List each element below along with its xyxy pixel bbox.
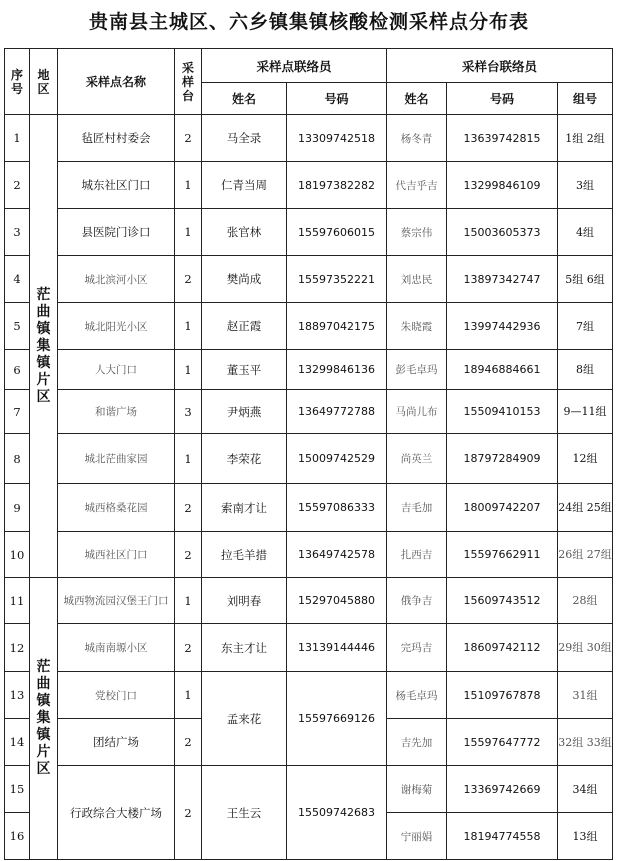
group-number: 1组 2组	[558, 115, 613, 162]
row-index: 3	[5, 209, 30, 256]
row-index: 13	[5, 672, 30, 719]
table-row	[5, 532, 613, 578]
station-contact-name: 马尚儿布	[387, 390, 447, 434]
table-row	[5, 624, 613, 672]
station-count: 2	[175, 532, 202, 578]
station-contact-name: 杨冬青	[387, 115, 447, 162]
contact-phone: 15597669126	[287, 672, 387, 766]
header-station-phone: 号码	[447, 83, 558, 115]
row-index: 7	[5, 390, 30, 434]
header-name: 姓名	[202, 83, 287, 115]
station-count: 1	[175, 162, 202, 209]
station-contact-phone: 13369742669	[447, 766, 558, 813]
header-phone: 号码	[287, 83, 387, 115]
station-contact-phone: 18609742112	[447, 624, 558, 672]
station-count: 1	[175, 209, 202, 256]
table-row	[5, 766, 613, 813]
site-name: 和谐广场	[58, 390, 175, 434]
row-index: 12	[5, 624, 30, 672]
row-index: 14	[5, 719, 30, 766]
station-contact-phone: 13997442936	[447, 303, 558, 350]
contact-phone: 15009742529	[287, 434, 387, 484]
station-count: 2	[175, 115, 202, 162]
row-index: 8	[5, 434, 30, 484]
contact-name: 刘明春	[202, 578, 287, 624]
contact-phone: 13139144446	[287, 624, 387, 672]
station-contact-phone: 18946884661	[447, 350, 558, 390]
table-row	[5, 350, 613, 390]
contact-name: 张官林	[202, 209, 287, 256]
contact-name: 尹炳燕	[202, 390, 287, 434]
group-number: 24组 25组	[558, 484, 613, 532]
station-contact-phone: 13639742815	[447, 115, 558, 162]
row-index: 16	[5, 813, 30, 860]
station-contact-phone: 15509410153	[447, 390, 558, 434]
contact-name: 赵正霞	[202, 303, 287, 350]
station-contact-name: 杨毛卓玛	[387, 672, 447, 719]
site-name: 县医院门诊口	[58, 209, 175, 256]
station-contact-name: 蔡宗伟	[387, 209, 447, 256]
site-name: 城南南塬小区	[58, 624, 175, 672]
station-contact-name: 谢梅菊	[387, 766, 447, 813]
station-contact-phone: 18797284909	[447, 434, 558, 484]
site-name: 行政综合大楼广场	[58, 766, 175, 860]
page-title: 贵南县主城区、六乡镇集镇核酸检测采样点分布表	[88, 11, 529, 33]
station-contact-phone: 15109767878	[447, 672, 558, 719]
group-number: 8组	[558, 350, 613, 390]
station-count: 3	[175, 390, 202, 434]
contact-phone: 15597606015	[287, 209, 387, 256]
contact-phone: 13649742578	[287, 532, 387, 578]
station-count: 1	[175, 578, 202, 624]
group-number: 9—11组	[558, 390, 613, 434]
row-index: 2	[5, 162, 30, 209]
site-name: 城东社区门口	[58, 162, 175, 209]
table-row	[5, 303, 613, 350]
header-index: 序号	[5, 49, 30, 115]
station-contact-name: 彭毛卓玛	[387, 350, 447, 390]
row-index: 1	[5, 115, 30, 162]
site-name: 党校门口	[58, 672, 175, 719]
group-number: 13组	[558, 813, 613, 860]
station-contact-phone: 18194774558	[447, 813, 558, 860]
site-name: 人大门口	[58, 350, 175, 390]
row-index: 6	[5, 350, 30, 390]
station-count: 1	[175, 350, 202, 390]
contact-phone: 13649772788	[287, 390, 387, 434]
contact-name: 王生云	[202, 766, 287, 860]
contact-name: 李荣花	[202, 434, 287, 484]
contact-phone: 15597086333	[287, 484, 387, 532]
group-number: 5组 6组	[558, 256, 613, 303]
station-contact-phone: 15597647772	[447, 719, 558, 766]
group-number: 26组 27组	[558, 532, 613, 578]
station-contact-name: 吉毛加	[387, 484, 447, 532]
area-cell: 茫曲镇集镇片区	[30, 115, 58, 578]
table-row	[5, 115, 613, 162]
station-contact-phone: 15003605373	[447, 209, 558, 256]
station-contact-name: 俄争吉	[387, 578, 447, 624]
station-contact-name: 扎西吉	[387, 532, 447, 578]
group-number: 12组	[558, 434, 613, 484]
table-row	[5, 578, 613, 624]
row-index: 9	[5, 484, 30, 532]
station-count: 1	[175, 434, 202, 484]
station-contact-name: 完玛吉	[387, 624, 447, 672]
table-row	[5, 672, 613, 719]
contact-name: 索南才让	[202, 484, 287, 532]
station-count: 2	[175, 624, 202, 672]
contact-name: 樊尚成	[202, 256, 287, 303]
header-site-name: 采样点名称	[58, 49, 175, 115]
station-contact-name: 尚英兰	[387, 434, 447, 484]
site-name: 毡匠村村委会	[58, 115, 175, 162]
site-name: 城西物流园汉堡王门口	[58, 578, 175, 624]
station-count: 2	[175, 484, 202, 532]
station-contact-name: 朱晓霞	[387, 303, 447, 350]
header-area: 地区	[30, 49, 58, 115]
station-count: 1	[175, 672, 202, 719]
table-row	[5, 162, 613, 209]
row-index: 5	[5, 303, 30, 350]
header-group: 组号	[558, 83, 613, 115]
station-contact-phone: 13897342747	[447, 256, 558, 303]
station-count: 2	[175, 719, 202, 766]
table-row	[5, 434, 613, 484]
group-number: 28组	[558, 578, 613, 624]
station-contact-name: 代吉乎吉	[387, 162, 447, 209]
station-count: 2	[175, 256, 202, 303]
site-name: 城西社区门口	[58, 532, 175, 578]
station-contact-name: 吉先加	[387, 719, 447, 766]
contact-phone: 13309742518	[287, 115, 387, 162]
group-number: 32组 33组	[558, 719, 613, 766]
contact-phone: 18197382282	[287, 162, 387, 209]
group-number: 34组	[558, 766, 613, 813]
station-count: 2	[175, 766, 202, 860]
contact-phone: 15509742683	[287, 766, 387, 860]
station-contact-phone: 18009742207	[447, 484, 558, 532]
contact-phone: 18897042175	[287, 303, 387, 350]
group-number: 7组	[558, 303, 613, 350]
row-index: 15	[5, 766, 30, 813]
contact-name: 仁青当周	[202, 162, 287, 209]
station-count: 1	[175, 303, 202, 350]
contact-name: 拉毛羊措	[202, 532, 287, 578]
contact-name: 董玉平	[202, 350, 287, 390]
site-name: 团结广场	[58, 719, 175, 766]
station-contact-name: 刘忠民	[387, 256, 447, 303]
contact-phone: 15297045880	[287, 578, 387, 624]
area-cell: 茫曲镇集镇片区	[30, 578, 58, 860]
site-name: 城北阳光小区	[58, 303, 175, 350]
row-index: 4	[5, 256, 30, 303]
table-row	[5, 390, 613, 434]
group-number: 4组	[558, 209, 613, 256]
row-index: 10	[5, 532, 30, 578]
header-station-name: 姓名	[387, 83, 447, 115]
station-contact-phone: 15609743512	[447, 578, 558, 624]
header-station-contact: 采样台联络员	[387, 49, 613, 83]
group-number: 31组	[558, 672, 613, 719]
table-row	[5, 484, 613, 532]
contact-phone: 15597352221	[287, 256, 387, 303]
header-row-1	[5, 49, 613, 83]
station-contact-phone: 13299846109	[447, 162, 558, 209]
contact-name: 东主才让	[202, 624, 287, 672]
row-index: 11	[5, 578, 30, 624]
header-stations: 采样台	[175, 49, 202, 115]
site-name: 城西格桑花园	[58, 484, 175, 532]
sampling-site-table	[4, 48, 613, 860]
header-site-contact: 采样点联络员	[202, 49, 387, 83]
contact-name: 马全录	[202, 115, 287, 162]
station-contact-phone: 15597662911	[447, 532, 558, 578]
site-name: 城北茫曲家园	[58, 434, 175, 484]
site-name: 城北滨河小区	[58, 256, 175, 303]
group-number: 3组	[558, 162, 613, 209]
group-number: 29组 30组	[558, 624, 613, 672]
table-row	[5, 256, 613, 303]
contact-name: 孟来花	[202, 672, 287, 766]
contact-phone: 13299846136	[287, 350, 387, 390]
station-contact-name: 宁丽娟	[387, 813, 447, 860]
table-row	[5, 209, 613, 256]
